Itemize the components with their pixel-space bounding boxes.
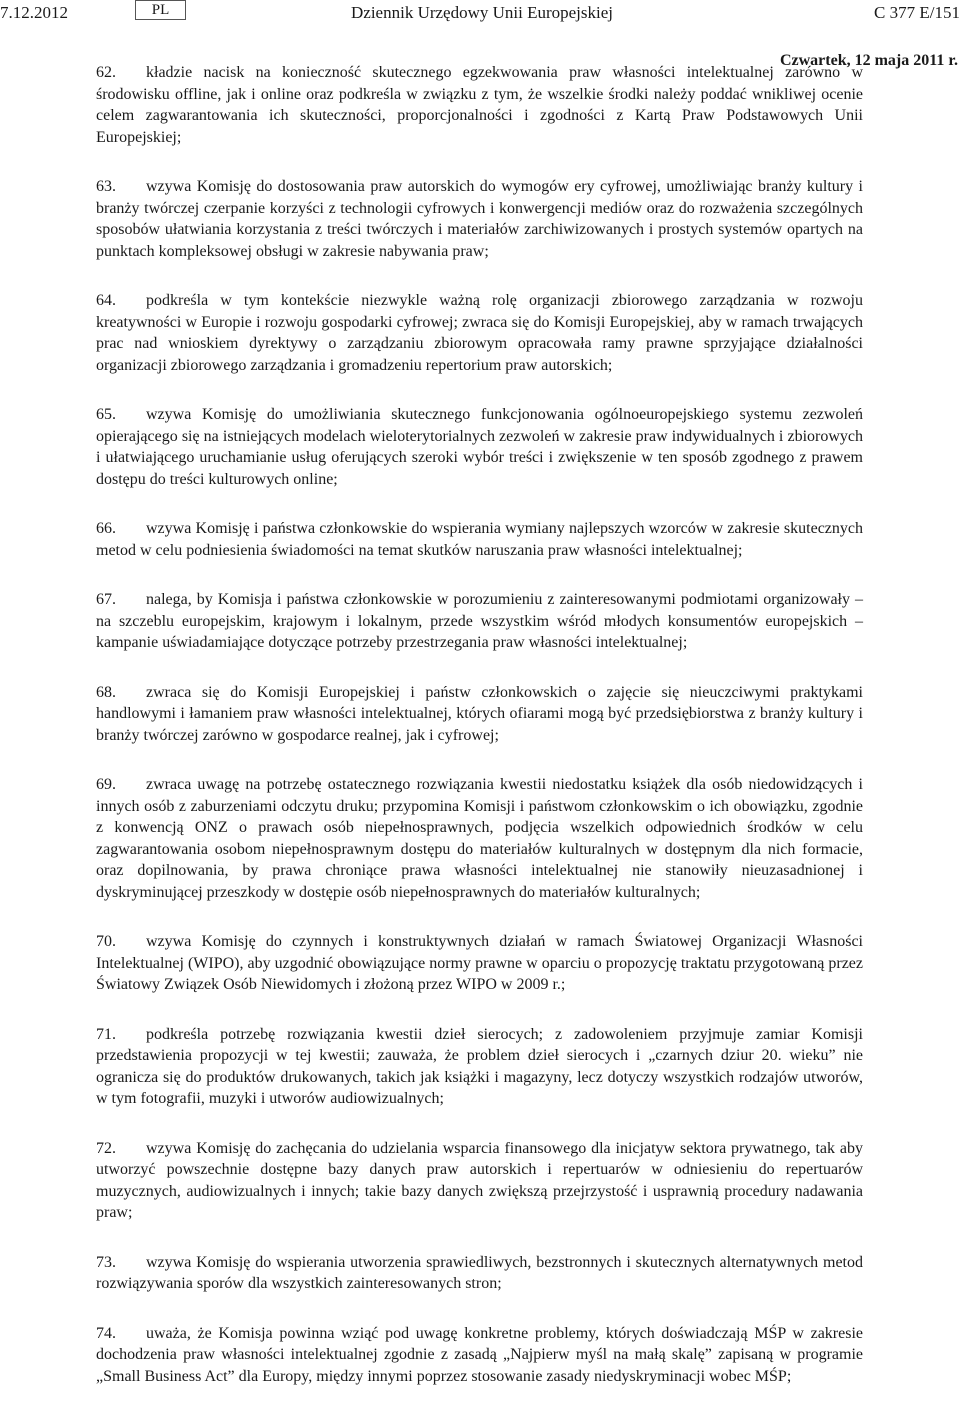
paragraph-number: 63.	[96, 178, 116, 195]
paragraph-number: 64.	[96, 292, 116, 309]
paragraph-74	[96, 1323, 863, 1388]
page-header	[0, 0, 960, 36]
paragraph-66	[96, 518, 863, 561]
paragraph-64	[96, 290, 863, 376]
paragraph-70	[96, 931, 863, 996]
paragraph-number: 69.	[96, 776, 116, 793]
paragraph-text: wzywa Komisję do dostosowania praw autorskich do wymogów ery cyfrowej, umożliwiając branży kultury i branży twórczej czerpanie korzyści z technologii cyfrowych i konwergencji mediów oraz do rozważenia szczególnych sposobów ułatwiania korzystania z treści twórczych i materiałów zarchiwizowanych i prostych systemów opartych na punktach kompleksowej obsługi w zakresie nabywania praw;	[96, 178, 863, 260]
paragraph-number: 72.	[96, 1139, 116, 1157]
paragraph-number: 71.	[96, 1025, 116, 1043]
paragraph-73	[96, 1252, 863, 1295]
paragraph-text: podkreśla w tym kontekście niezwykle ważną rolę organizacji zbiorowego zarządzania w rozwoju kreatywności w Europie i rozwoju gospodarki cyfrowej; zwraca się do Komisji Europejskiej, aby w ramach trwających prac nad wnioskiem dyrektywy o zarządzaniu zbiorowym opracowała ramy prawne sprzyjające działalności organizacji zbiorowego zarządzania i gromadzeniu repertorium praw autorskich;	[96, 292, 863, 374]
paragraph-63	[96, 176, 863, 262]
paragraph-text: wzywa Komisję i państwa członkowskie do wspierania wymiany najlepszych wzorców w zakresie skutecznych metod w celu podniesienia świadomości na temat skutków naruszania praw własności intelektualnej;	[96, 520, 863, 559]
language-badge: PL	[135, 0, 186, 20]
paragraph-text: wzywa Komisję do umożliwiania skutecznego funkcjonowania ogólnoeuropejskiego systemu zezwoleń opierającego się na istniejących modelach wieloterytorialnych zezwoleń w zakresie praw indywidualnych i zbiorowych i ułatwiającego uruchamianie usług oferujących szeroki wybór treści i zwiększenie w ten sposób zgodnego z prawem dostępu do treści kulturowych online;	[96, 406, 863, 488]
paragraph-72	[96, 1138, 863, 1224]
paragraph-71	[96, 1024, 863, 1110]
paragraph-number: 70.	[96, 933, 116, 950]
paragraph-text: nalega, by Komisja i państwa członkowskie w porozumieniu z zainteresowanymi podmiotami organizowały – na szczeblu europejskim, krajowym i lokalnym, przede wszystkim wśród młodych konsumentów europejskich – kampanie uświadamiające dotyczące potrzeby przestrzegania praw własności intelektualnej;	[96, 591, 863, 651]
paragraph-text: kładzie nacisk na konieczność skutecznego egzekwowania praw własności intelektualnej zarówno w środowisku offline, jak i online oraz podkreśla w związku z tym, że wszelkie środki należy poddać wnikliwej ocenie celem zagwarantowania ich skuteczności, proporcjonalności i zgodności z Kartą Praw Podstawowych Unii Europejskiej;	[96, 64, 863, 146]
paragraph-number: 62.	[96, 64, 116, 81]
paragraph-number: 66.	[96, 520, 116, 537]
paragraph-number: 65.	[96, 406, 116, 423]
paragraph-number: 67.	[96, 591, 116, 608]
paragraph-number: 73.	[96, 1253, 116, 1271]
publication-date: 7.12.2012	[0, 3, 68, 22]
paragraph-number: 74.	[96, 1324, 116, 1342]
journal-reference: C 377 E/151	[874, 3, 960, 22]
paragraph-text: wzywa Komisję do zachęcania do udzielania wsparcia finansowego dla inicjatyw sektora prywatnego, tak aby utworzyć powszechnie dostępne bazy danych praw autorskich i repertuarów w odniesieniu do repertuarów muzycznych, audiowizualnych i innych; takie bazy danych zwiększą przejrzystość i usprawnią procedury nadawania praw;	[96, 1139, 863, 1221]
document-body	[96, 62, 863, 1415]
paragraph-62	[96, 62, 863, 148]
sitting-date: Czwartek, 12 maja 2011 r.	[779, 52, 958, 69]
paragraph-number: 68.	[96, 683, 116, 701]
paragraph-text: uważa, że Komisja powinna wziąć pod uwagę konkretne problemy, których doświadczają MŚP w zakresie dochodzenia praw własności intelektualnej zgodnie z zasadą „Najpierw myśl na małą skalę” zapisaną w programie „Small Business Act” dla Europy, między innymi poprzez stosowanie zasady niedyskryminacji wobec MŚP;	[96, 1324, 863, 1385]
paragraph-text: zwraca się do Komisji Europejskiej i państw członkowskich o zajęcie się nieuczciwymi praktykami handlowymi i łamaniem praw własności intelektualnej, których ofiarami mogą być przedsiębiorstwa z branży kultury i branży twórczej zarówno w gospodarce realnej, jak i cyfrowej;	[96, 683, 863, 744]
paragraph-text: zwraca uwagę na potrzebę ostatecznego rozwiązania kwestii niedostatku książek dla osób niedowidzących i innych osób z zaburzeniami odczytu druku; przypomina Komisji i państwom członkowskim o ich obowiązku, zgodnie z konwencją ONZ o prawach osób niepełnosprawnych, podjęcia wszelkich odpowiednich środków w celu zagwarantowania osobom niepełnosprawnym dostępu do materiałów kulturalnych w dostępnym dla nich formacie, oraz dopilnowania, by prawa chroniące prawa własności intelektualnej nie stanowiły nieuzasadnionej i dyskryminującej przeszkody w dostępie osób niepełnosprawnych do materiałów kulturalnych;	[96, 776, 863, 901]
paragraph-69	[96, 774, 863, 903]
paragraph-67	[96, 589, 863, 654]
paragraph-68	[96, 682, 863, 747]
journal-title: Dziennik Urzędowy Unii Europejskiej	[351, 3, 614, 22]
paragraph-text: wzywa Komisję do wspierania utworzenia sprawiedliwych, bezstronnych i skutecznych alternatywnych metod rozwiązywania sporów dla wszystkich zainteresowanych stron;	[96, 1253, 863, 1292]
paragraph-text: podkreśla potrzebę rozwiązania kwestii dzieł sierocych; z zadowoleniem przyjmuje zamiar Komisji przedstawienia propozycji w tej kwestii; zauważa, że problem dzieł sierocych i „czarnych dziur 20. wieku” nie ogranicza się do produktów drukowanych, takich jak książki i magazyny, lecz dotyczy wszystkich rodzajów utworów, w tym fotografii, muzyki i utworów audiowizualnych;	[96, 1025, 863, 1107]
paragraph-65	[96, 404, 863, 490]
paragraph-text: wzywa Komisję do czynnych i konstruktywnych działań w ramach Światowej Organizacji Własności Intelektualnej (WIPO), aby uzgodnić obowiązujące normy prawne w oparciu o propozycję traktatu przygotowaną przez Światowy Związek Osób Niewidomych i złożoną przez WIPO w 2009 r.;	[96, 933, 863, 993]
